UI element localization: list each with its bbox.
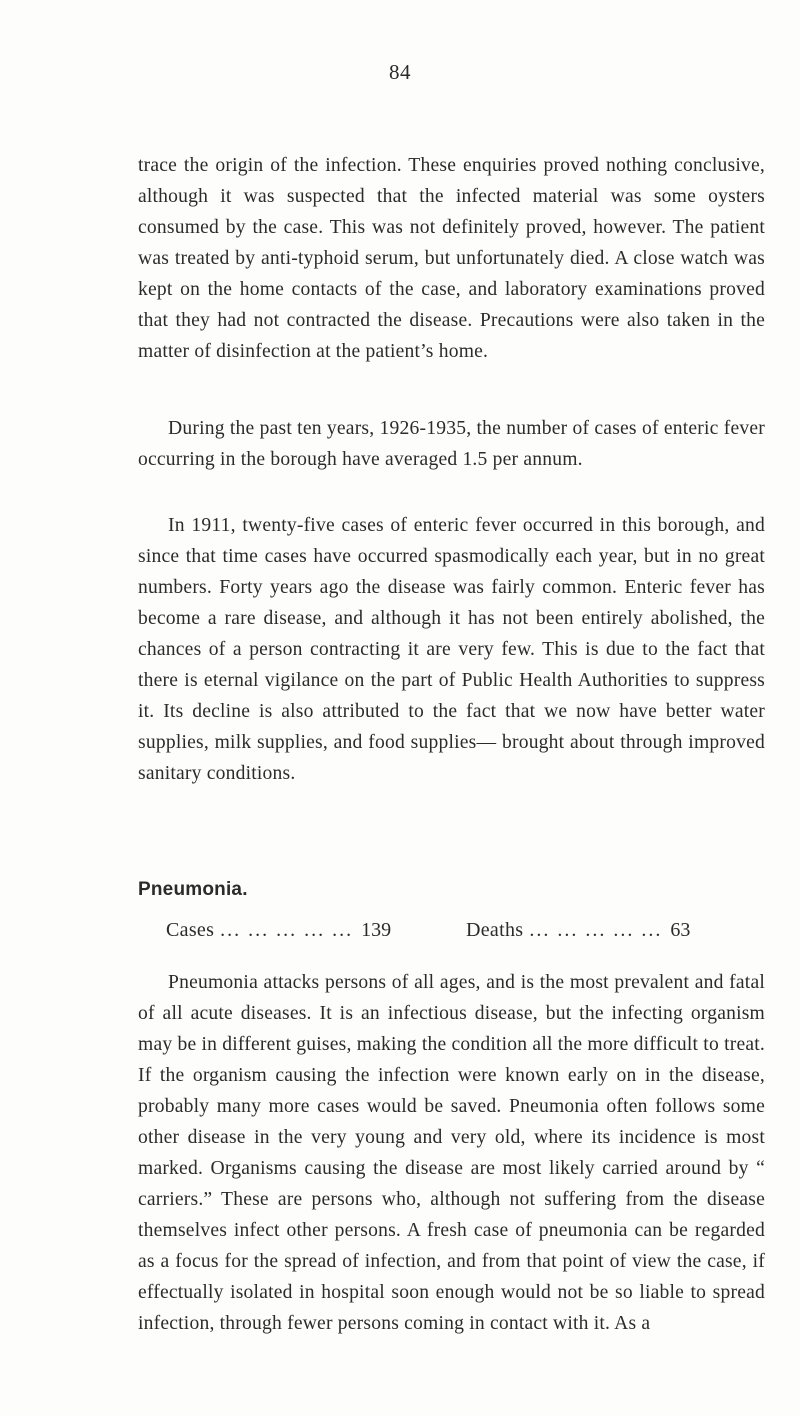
paragraph-text: In 1911, twenty-five cases of enteric fever occurred in this borough, and since that time cases have occurred spasmodically each year, but in no great numbers. Forty years ago the disease was fairly common. Enteric fever has become a rare disease, and although it has not been entirely abolished, the chances of a person contracting it are very few. This is due to the fact that there is eternal vigilance on the part of Public Health Authorities to suppress it. Its decline is also attributed to the fact that we now have better water supplies, milk supplies, and food supplies— brought about through improved sanitary conditions. [138,515,765,784]
paragraph-text: During the past ten years, 1926-1935, the number of cases of enteric fever occurring in the borough have averaged 1.5 per annum. [138,418,765,470]
paragraph-text: Pneumonia attacks persons of all ages, and is the most prevalent and fatal of all acute diseases. It is an infectious disease, but the infecting organism may be in different guises, making the condition all the more difficult to treat. If the organism causing the infection were known early on in the disease, probably many more cases would be saved. Pneumonia often follows some other disease in the very young and very old, where its incidence is most marked. Organisms causing the disease are most likely carried around by “ carriers.” These are persons who, although not suffering from the disease themselves infect other persons. A fresh case of pneumonia can be regarded as a focus for the spread of infection, and from that point of view the case, if effectually isolated in hospital soon enough would not be so liable to spread infection, through fewer persons coming in contact with it. As a [138,972,765,1334]
paragraph-enteric-average [138,413,765,475]
deaths-value: 63 [670,919,691,941]
deaths-label: Deaths [466,919,524,941]
cases-leader-dots: ... ... ... ... ... [220,919,354,941]
paragraph-enteric-history [138,510,765,789]
page-number: 84 [389,60,411,84]
paragraph-infection-origin [138,150,765,367]
paragraph-text: trace the origin of the infection. These enquiries proved nothing conclusive, although it was suspected that the infected material was some oysters consumed by the case. This was not definitely proved, however. The patient was treated by anti-typhoid serum, but unfortunately died. A close watch was kept on the home contacts of the case, and laboratory examinations proved that they had not contracted the disease. Precautions were also taken in the matter of disinfection at the patient’s home. [138,155,765,362]
deaths-stat [466,916,690,944]
pneumonia-stats-row [166,916,766,944]
cases-stat [166,916,466,944]
section-heading-pneumonia: Pneumonia. [138,879,248,900]
cases-label: Cases [166,919,215,941]
cases-value: 139 [361,919,392,941]
paragraph-pneumonia-description [138,967,765,1339]
deaths-leader-dots: ... ... ... ... ... [529,919,663,941]
